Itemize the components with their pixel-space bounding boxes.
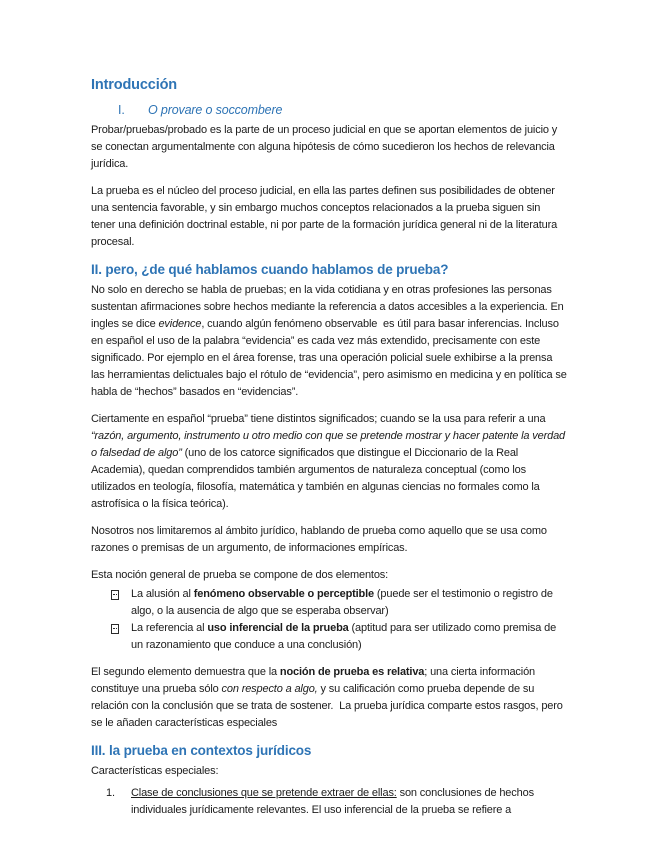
paragraph-6: Esta noción general de prueba se compone de dos elementos: (91, 569, 389, 581)
list-item: La alusión al fenómeno observable o perceptible (puede ser el testimonio o registro de algo, o la ausencia de algo que se esperaba observar) (91, 586, 567, 620)
paragraph-5: Nosotros nos limitaremos al ámbito jurídico, hablando de prueba como aquello que se usa como razones o premisas de un argumento, de informaciones empíricas. (91, 525, 550, 554)
missing-glyph-bullet-icon (111, 590, 119, 600)
section-heading-2: II. pero, ¿de qué hablamos cuando hablamos de prueba? (91, 262, 449, 277)
paragraph-3: No solo en derecho se habla de pruebas; en la vida cotidiana y en otras profesiones las personas sustentan afirmaciones sobre hechos mediante la referencia a datos accesibles a la experiencia. En ingles se dice evidence, cuando algún fenómeno observable es útil para basar inferencias. Incluso en español el uso de la palabra “evidencia” es cada vez más extendido, precisamente con este significado. Por ejemplo en el área forense, tras una operación policial suele exhibirse a la prensa las herramientas delictuales bajo el rótulo de “evidencia”, pero asimismo en medicina y en política se habla de “hechos” basados en “evidencias”. (91, 284, 570, 398)
numbered-list-item: 1. Clase de conclusiones que se pretende extraer de ellas: son conclusiones de hechos individuales jurídicamente relevantes. El uso inferencial de la prueba se refiere a (106, 787, 537, 816)
paragraph-1: Probar/pruebas/probado es la parte de un proceso judicial en que se aportan elementos de juicio y se conectan argumentalmente con alguna hipótesis de cómo sucedieron los hechos de relevancia jurídica. (91, 124, 560, 170)
list-number: 1. (106, 787, 115, 799)
elements-bullet-list (91, 586, 567, 654)
paragraph-4: Ciertamente en español “prueba” tiene distintos significados; cuando se la usa para referir a una “razón, argumento, instrumento u otro medio con que se pretende mostrar y hacer patente la verdad o falsedad de algo” (uno de los catorce significados que distingue el Diccionario de la Real Academia), quedan comprendidos también argumentos de naturaleza conceptual (como los utilizados en teología, filosofía, matemática y también en algunas ciencias no formales como la astrofísica o la física teórica). (91, 413, 568, 510)
section-1-title: O provare o soccombere (148, 103, 283, 117)
missing-glyph-bullet-icon (111, 624, 119, 634)
paragraph-2: La prueba es el núcleo del proceso judicial, en ella las partes definen sus posibilidades de obtener una sentencia favorable, y sin embargo muchos conceptos relacionados a la prueba siguen sin tener una definición doctrinal estable, ni por parte de la formación jurídica general ni de la literatura procesal. (91, 185, 560, 248)
section-1-numeral: I. (118, 103, 125, 117)
list-item: La referencia al uso inferencial de la prueba (aptitud para ser utilizado como premisa de un razonamiento que conduce a una conclusión) (91, 620, 567, 654)
doc-title: Introducción (91, 77, 178, 93)
paragraph-8: Características especiales: (91, 765, 219, 777)
section-heading-1 (91, 102, 567, 119)
section-heading-3: III. la prueba en contextos jurídicos (91, 743, 312, 758)
paragraph-7: El segundo elemento demuestra que la noción de prueba es relativa; una cierta información constituye una prueba sólo con respecto a algo, y su calificación como prueba depende de su relación con la conclusión que se trata de sostener. La prueba jurídica comparte estos rasgos, pero se le añaden características especiales (91, 666, 566, 729)
